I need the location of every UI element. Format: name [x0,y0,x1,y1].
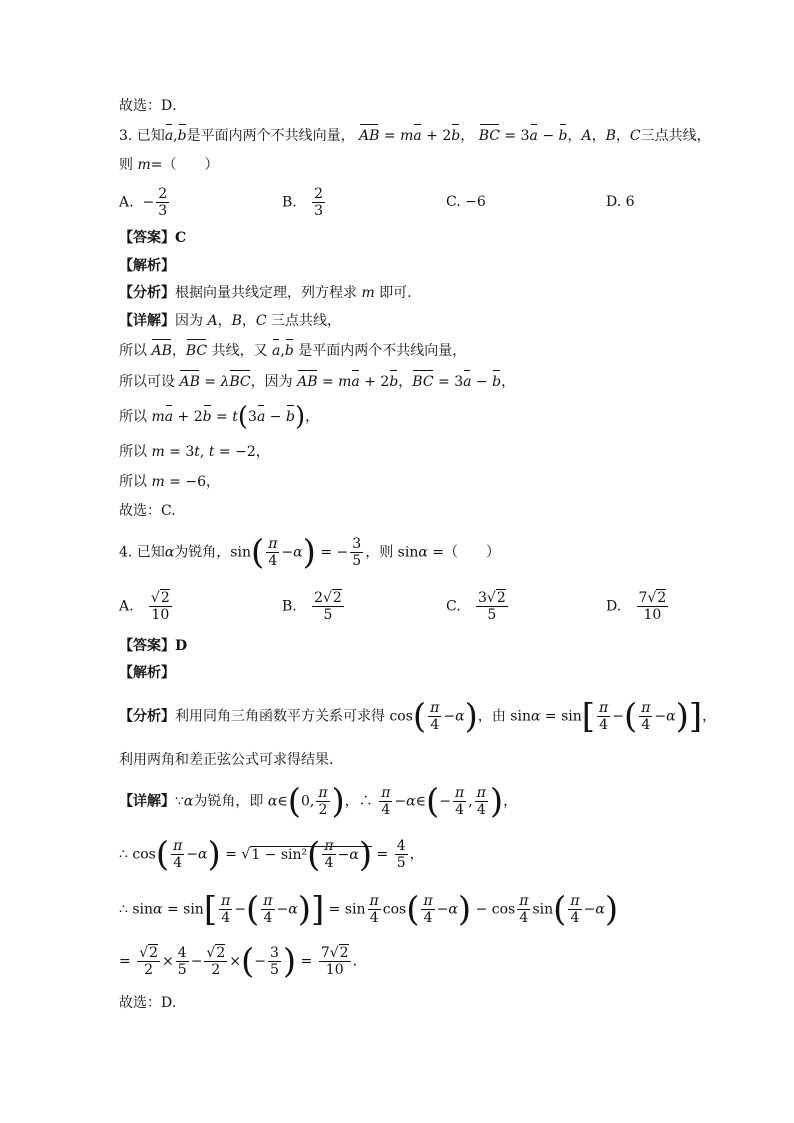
q4-option-c: C. $\frac{3√2}{5}$ [446,590,506,623]
q4-stem: 4. 已知α为锐角，sin( $\frac{\pi}{4}$ −α) = − $\frac{3}{5}$ ，则 sinα =（ ） [119,532,500,573]
q3-option-a: A. − $\frac{2}{3}$ [119,186,168,219]
q4-analysis-title: 【解析】 [119,665,175,681]
q4-option-d: D. $\frac{7√2}{10}$ [606,590,667,623]
q4-detail-2: ∴ cos( $\frac{\pi}{4}$ −α) = √1 − sin²( $\frac{\pi}{4}$ −α) = $\frac{4}{5}$ ， [119,834,424,875]
q3-analysis: 【分析】根据向量共线定理，列方程求 m 即可. [119,285,412,301]
q4-conclusion: 故选：D. [119,995,177,1011]
q4-option-a: A. $\frac{√2}{10}$ [119,590,170,623]
q3-stem-line1: 3. 已知a,b是平面内两个不共线向量， AB = ma + 2b， BC = 3a − b，A，B，C三点共线， [119,128,711,144]
q4-detail-3: ∴ sinα = sin[ $\frac{\pi}{4}$ −( $\frac{\pi}{4}$ −α)] = sin $\frac{\pi}{4}$ cos( $\frac{\pi}{4}$ −α) − cos $\frac{\pi}{4}$ sin( $\frac{\pi}{4}$ −α) [119,889,619,930]
q3-detail-6: 所以 m = −6， [119,474,221,490]
q3-option-d: D. 6 [606,194,635,210]
q4-detail-1: 【详解】∵α为锐角，即 α∈(0, $\frac{\pi}{2}$ )，∴ $\frac{\pi}{4}$ −α∈(− $\frac{\pi}{4}$ , $\frac{\pi}{4}$ )， [119,781,518,822]
q4-option-b: B. $\frac{2√2}{5}$ [282,590,342,623]
q3-detail-4: 所以 ma + 2b = t(3a − b)， [119,402,320,432]
q3-analysis-title: 【解析】 [119,258,175,274]
prev-conclusion: 故选：D． [119,98,187,114]
q3-detail-2: 所以 AB，BC 共线，又 a,b 是平面内两个不共线向量， [119,343,467,359]
q4-analysis-1: 【分析】利用同角三角函数平方关系可求得 cos( $\frac{\pi}{4}$ −α)，由 sinα = sin[ $\frac{\pi}{4}$ −( $\frac{\pi}{4}$ −α)]， [119,696,717,737]
q3-detail-1: 【详解】因为 A，B，C 三点共线， [119,313,342,329]
q3-answer: 【答案】C [119,230,187,246]
q4-detail-4: = $\frac{√2}{2}$ × $\frac{4}{5}$ − $\frac{√2}{2}$ ×(− $\frac{3}{5}$ ) = $\frac{7√2}{10}$ . [119,941,358,982]
q3-option-c: C. −6 [446,194,486,210]
q4-analysis-2: 利用两角和差正弦公式可求得结果. [119,752,334,768]
q3-detail-3: 所以可设 AB = λBC，因为 AB = ma + 2b，BC = 3a − b， [119,374,516,390]
q3-conclusion: 故选：C. [119,503,176,519]
q3-option-b: B. $\frac{2}{3}$ [282,186,324,219]
q3-stem-line2: 则 m=（ ） [119,157,219,173]
q3-detail-5: 所以 m = 3t, t = −2， [119,444,270,460]
q4-answer: 【答案】D [119,638,188,654]
